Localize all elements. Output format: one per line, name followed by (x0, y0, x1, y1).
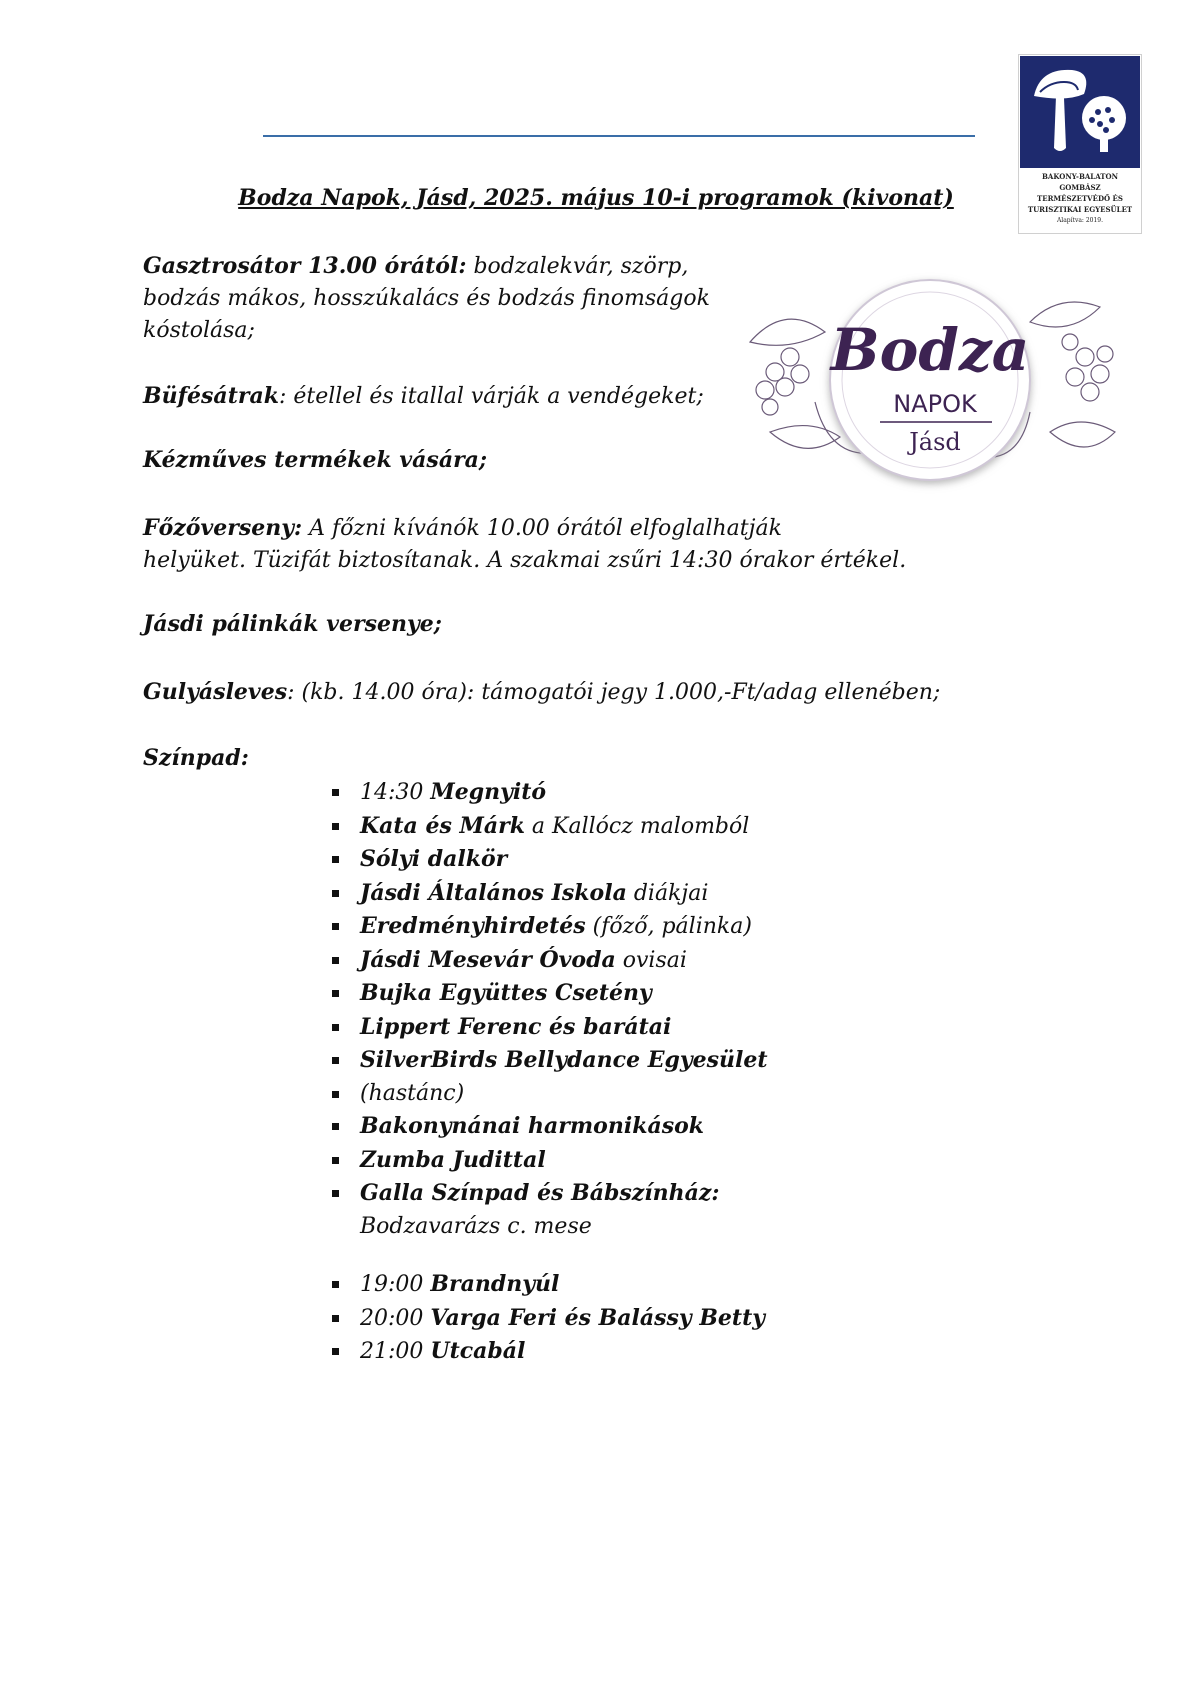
fozo-label: Főzőverseny: (143, 515, 303, 541)
program-extra: ovisai (615, 947, 687, 973)
kezmuves-label: Kézműves termékek vására; (143, 447, 488, 473)
palinka-label: Jásdi pálinkák versenye; (143, 611, 442, 637)
gasztro-label: Gasztrosátor 13.00 órától: (143, 253, 467, 279)
program-name: SilverBirds Bellydance Egyesület (360, 1047, 768, 1073)
list-item (318, 1110, 768, 1144)
emblem-word: Bodza (830, 316, 1030, 384)
list-item (318, 1177, 768, 1243)
program-extra: (főző, pálinka) (585, 914, 752, 939)
list-item (318, 1302, 765, 1336)
program-name: Bakonynánai harmonikások (360, 1113, 705, 1139)
program-name: Galla Színpad és Bábszínház: (360, 1180, 720, 1206)
fozo-line2: helyüket. Tüzifát biztosítanak. A szakmai zsűri 14:30 órakor értékel. (143, 548, 907, 573)
list-item (318, 1144, 768, 1178)
program-name: Eredményhirdetés (360, 913, 586, 939)
header-rule (263, 135, 975, 137)
stage-program-list (318, 776, 768, 1243)
list-item (318, 1044, 768, 1078)
program-time: 21:00 (360, 1339, 431, 1364)
section-palinka (143, 608, 442, 641)
program-extra: diákjai (626, 880, 709, 906)
program-time: 14:30 (360, 780, 431, 805)
gasztro-line3: kóstolása; (143, 318, 255, 343)
program-name: Brandnyúl (430, 1271, 560, 1297)
program-name: Zumba Judittal (360, 1146, 546, 1173)
program-name: Megnyitó (430, 779, 547, 805)
assoc-founded: Alapítva: 2019. (1056, 217, 1104, 224)
assoc-line: TERMÉSZETVÉDŐ ÉS (1037, 194, 1123, 203)
szinpad-label: Színpad: (143, 745, 249, 771)
section-gulyas (143, 676, 940, 709)
list-item (318, 877, 768, 911)
program-extra: a Kallócz malomból (524, 813, 750, 839)
list-item (318, 810, 768, 844)
program-extra: (hastánc) (360, 1080, 465, 1106)
page-title: Bodza Napok, Jásd, 2025. május 10-i programok (kivonat) (238, 185, 954, 211)
list-item (318, 776, 768, 810)
section-gasztro (143, 250, 710, 347)
program-name: Lippert Ferenc és barátai (360, 1013, 672, 1040)
program-name: Varga Feri és Balássy Betty (430, 1304, 766, 1331)
program-name: Jásdi Általános Iskola (360, 879, 627, 906)
list-item (318, 977, 768, 1011)
mushroom-logo-icon (1020, 56, 1140, 168)
fozo-line1: A főzni kívánók 10.00 órától elfoglalhatják (302, 516, 782, 541)
emblem-napok: NAPOK (893, 390, 977, 418)
list-item (318, 944, 768, 978)
program-name: Jásdi Mesevár Óvoda (360, 946, 616, 973)
gasztro-line1: bodzalekvár, szörp, (466, 254, 689, 279)
program-time: 19:00 (360, 1272, 431, 1297)
program-name: Bujka Együttes Csetény (360, 980, 652, 1006)
section-bufe (143, 380, 704, 413)
list-item (318, 1268, 765, 1302)
program-time: 20:00 (360, 1305, 431, 1331)
assoc-line: GOMBÁSZ (1059, 183, 1101, 192)
program-name: Sólyi dalkör (360, 846, 508, 872)
list-item (318, 910, 768, 944)
assoc-line: TURISZTIKAI EGYESÜLET (1027, 205, 1133, 214)
list-item (318, 1078, 768, 1111)
list-item (318, 843, 768, 877)
section-szinpad (143, 742, 249, 775)
emblem-place: Jásd (909, 428, 961, 456)
program-name: Kata és Márk (360, 812, 525, 839)
evening-program-list (318, 1268, 765, 1369)
gulyas-label: Gulyásleves (143, 679, 288, 705)
section-fozo (143, 512, 906, 577)
program-name: Utcabál (430, 1338, 526, 1364)
list-item (318, 1011, 768, 1045)
bufe-text: : étellel és itallal várják a vendégeket; (278, 384, 704, 409)
section-kezmuves (143, 444, 487, 477)
list-item (318, 1335, 765, 1369)
assoc-line: BAKONY-BALATON (1042, 172, 1118, 181)
bufe-label: Büfésátrak (143, 383, 279, 409)
gulyas-text: : (kb. 14.00 óra): támogatói jegy 1.000,-Ft/adag ellenében; (287, 680, 941, 705)
program-sub: Bodzavarázs c. mese (360, 1213, 592, 1239)
gasztro-line2: bodzás mákos, hosszúkalács és bodzás finomságok (143, 286, 710, 311)
bodza-napok-emblem (730, 262, 1130, 502)
